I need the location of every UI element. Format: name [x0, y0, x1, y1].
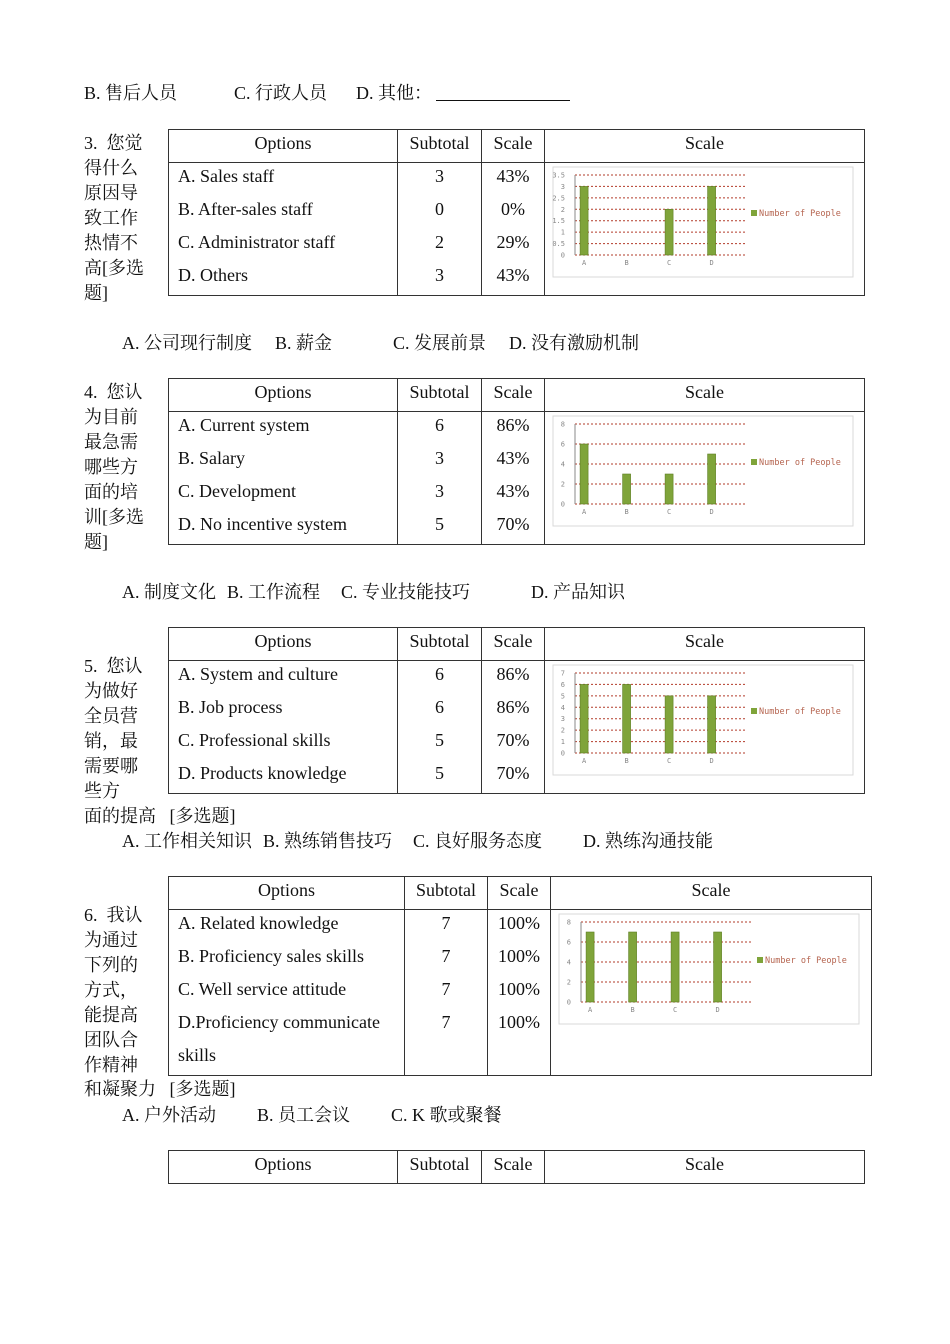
x-tick-label: D: [715, 1006, 720, 1014]
option-row: B. Proficiency sales skills: [178, 946, 364, 966]
option-row: D.Proficiency communicate: [178, 1012, 380, 1032]
option-row: A. Current system: [178, 415, 310, 435]
scale-column: [488, 910, 551, 1076]
bar: [629, 932, 637, 1002]
answer-d: D. 没有激励机制: [509, 333, 640, 353]
option-row: D. Others: [178, 265, 248, 285]
header-scale-chart: Scale: [545, 1151, 865, 1184]
answers-line-q4: [122, 580, 625, 604]
question-tag: [多选题]: [84, 258, 144, 303]
bar-chart-q3: [545, 163, 855, 283]
option-b-text: B. 售后人员: [84, 83, 178, 103]
question-5-tail: [84, 804, 236, 828]
y-tick-label: 4: [560, 703, 565, 712]
answer-c: C. K 歌或聚餐: [391, 1105, 502, 1125]
legend-swatch: [751, 210, 757, 216]
answer-d: D. 产品知识: [531, 582, 626, 602]
x-tick-label: A: [581, 508, 587, 516]
header-options: Options: [169, 130, 398, 163]
y-tick-label: 1: [560, 738, 565, 747]
question-5: [84, 654, 146, 804]
question-tag: [多选题]: [169, 1079, 236, 1099]
options-column: [169, 661, 398, 794]
header-options: Options: [169, 379, 398, 412]
chart-cell: [545, 163, 865, 296]
answer-a: A. 公司现行制度: [122, 333, 252, 353]
subtotal-cell: 5: [435, 763, 444, 783]
results-table-q4: [168, 378, 865, 545]
option-row: skills: [178, 1045, 217, 1065]
question-number: 6.: [84, 905, 98, 925]
answer-b: B. 工作流程: [227, 582, 321, 602]
legend-label: Number of People: [759, 209, 841, 219]
answers-line-q5: [122, 829, 713, 853]
answers-line-q3: [122, 331, 639, 355]
results-table-q7-header: [168, 1150, 865, 1184]
header-scale: Scale: [482, 130, 545, 163]
x-tick-label: C: [672, 1006, 678, 1014]
answer-c: C. 良好服务态度: [413, 831, 543, 851]
y-tick-label: 6: [566, 938, 571, 947]
option-d-text: D. 其他：: [356, 83, 433, 103]
subtotal-cell: 3: [435, 481, 444, 501]
chart-frame: [553, 167, 853, 277]
x-tick-label: B: [624, 508, 629, 516]
scale-cell: 100%: [498, 979, 540, 999]
results-table-q6: [168, 876, 872, 1076]
header-scale-chart: Scale: [551, 877, 872, 910]
subtotal-column: [398, 163, 482, 296]
bar: [665, 696, 673, 753]
y-tick-label: 0: [560, 749, 565, 758]
x-tick-label: B: [624, 259, 629, 267]
question-number: 5.: [84, 656, 98, 676]
option-row: B. After-sales staff: [178, 199, 313, 219]
question-text: 您觉得什么原因导致工作热情不高: [84, 133, 143, 278]
scale-cell: 43%: [496, 481, 530, 501]
header-scale: Scale: [482, 1151, 545, 1184]
options-column: [169, 910, 405, 1076]
header-subtotal: Subtotal: [405, 877, 488, 910]
chart-frame: [553, 416, 853, 526]
answer-d: D. 熟练沟通技能: [583, 831, 714, 851]
x-tick-label: C: [666, 259, 672, 267]
option-row: B. Job process: [178, 697, 283, 717]
bar: [586, 932, 594, 1002]
answer-a: A. 户外活动: [122, 1105, 216, 1125]
header-subtotal: Subtotal: [398, 1151, 482, 1184]
x-tick-label: B: [630, 1006, 635, 1014]
chart-frame: [553, 665, 853, 775]
header-scale: Scale: [488, 877, 551, 910]
question-text-tail: 和凝聚力: [84, 1079, 156, 1099]
header-scale-chart: Scale: [545, 379, 865, 412]
scale-cell: 43%: [496, 166, 530, 186]
answer-c: C. 专业技能技巧: [341, 582, 471, 602]
y-tick-label: 0.5: [552, 240, 565, 249]
header-options: Options: [169, 628, 398, 661]
question-text-tail: 面的提高: [84, 806, 156, 826]
options-column: [169, 412, 398, 545]
header-scale: Scale: [482, 628, 545, 661]
question-6-tail: [84, 1077, 236, 1101]
header-scale-chart: Scale: [545, 130, 865, 163]
bar: [671, 932, 679, 1002]
legend-label: Number of People: [765, 956, 847, 966]
header-scale: Scale: [482, 379, 545, 412]
results-table-q3: [168, 129, 865, 296]
y-tick-label: 7: [560, 669, 565, 678]
y-tick-label: 2.5: [552, 194, 565, 203]
bar: [580, 186, 588, 255]
legend-swatch: [751, 708, 757, 714]
y-tick-label: 4: [566, 958, 571, 967]
bar: [665, 209, 673, 255]
x-tick-label: A: [581, 757, 587, 765]
scale-cell: 70%: [496, 514, 530, 534]
subtotal-cell: 7: [441, 913, 451, 933]
question-4: [84, 380, 146, 555]
option-row: C. Development: [178, 481, 296, 501]
x-tick-label: D: [709, 757, 714, 765]
subtotal-cell: 3: [435, 166, 444, 186]
question-text: 我认为通过下列的方式，能提高团队合作精神: [84, 905, 143, 1075]
option-row: A. Sales staff: [178, 166, 275, 186]
answer-a: A. 工作相关知识: [122, 831, 252, 851]
subtotal-cell: 2: [435, 232, 444, 252]
header-subtotal: Subtotal: [398, 130, 482, 163]
bar-chart-q5: [545, 661, 855, 781]
fill-blank: [436, 82, 570, 101]
bar: [714, 932, 722, 1002]
bar: [708, 454, 716, 504]
subtotal-cell: 5: [435, 730, 444, 750]
top-answer-line: [84, 81, 570, 105]
subtotal-cell: 3: [435, 265, 444, 285]
subtotal-cell: 7: [441, 979, 451, 999]
y-tick-label: 0: [560, 500, 565, 509]
scale-cell: 86%: [496, 697, 530, 717]
subtotal-cell: 6: [435, 697, 444, 717]
scale-cell: 86%: [496, 664, 530, 684]
y-tick-label: 2: [566, 978, 571, 987]
scale-cell: 43%: [496, 448, 530, 468]
option-row: C. Professional skills: [178, 730, 331, 750]
subtotal-cell: 5: [435, 514, 444, 534]
bar: [580, 444, 588, 504]
y-tick-label: 2: [560, 726, 565, 735]
header-options: Options: [169, 877, 405, 910]
y-tick-label: 8: [566, 918, 571, 927]
header-subtotal: Subtotal: [398, 379, 482, 412]
bar: [708, 696, 716, 753]
subtotal-cell: 7: [441, 946, 451, 966]
answer-a: A. 制度文化: [122, 582, 216, 602]
y-tick-label: 3: [560, 715, 565, 724]
answer-c: C. 发展前景: [393, 333, 487, 353]
subtotal-cell: 6: [435, 664, 444, 684]
results-table-q5: [168, 627, 865, 794]
y-tick-label: 3: [560, 182, 565, 191]
y-tick-label: 2: [560, 205, 565, 214]
chart-cell: [545, 661, 865, 794]
answers-line-q6: [122, 1103, 502, 1127]
x-tick-label: C: [666, 508, 672, 516]
scale-cell: 100%: [498, 946, 540, 966]
chart-cell: [551, 910, 872, 1076]
bar: [580, 684, 588, 753]
question-3: [84, 131, 146, 306]
chart-frame: [559, 914, 859, 1024]
x-tick-label: B: [624, 757, 629, 765]
question-text: 您认为目前最急需哪些方面的培训: [84, 382, 143, 527]
legend-swatch: [751, 459, 757, 465]
question-number: 3.: [84, 133, 98, 153]
x-tick-label: C: [666, 757, 672, 765]
question-text: 您认为做好全员营销，最需要哪些方: [84, 656, 143, 801]
y-tick-label: 4: [560, 460, 565, 469]
option-row: C. Administrator staff: [178, 232, 336, 252]
option-row: C. Well service attitude: [178, 979, 347, 999]
scale-column: [482, 661, 545, 794]
subtotal-column: [398, 412, 482, 545]
header-options: Options: [169, 1151, 398, 1184]
y-tick-label: 6: [560, 680, 565, 689]
y-tick-label: 0: [560, 251, 565, 260]
option-c-text: C. 行政人员: [234, 83, 328, 103]
scale-cell: 100%: [498, 1012, 540, 1032]
bar: [708, 186, 716, 255]
y-tick-label: 3.5: [552, 171, 565, 180]
subtotal-cell: 7: [441, 1012, 451, 1032]
scale-cell: 43%: [496, 265, 530, 285]
scale-cell: 29%: [496, 232, 530, 252]
header-subtotal: Subtotal: [398, 628, 482, 661]
y-tick-label: 8: [560, 420, 565, 429]
y-tick-label: 6: [560, 440, 565, 449]
legend-label: Number of People: [759, 707, 841, 717]
legend-swatch: [757, 957, 763, 963]
subtotal-cell: 3: [435, 448, 444, 468]
options-column: [169, 163, 398, 296]
option-row: D. Products knowledge: [178, 763, 347, 783]
subtotal-cell: 0: [435, 199, 444, 219]
question-number: 4.: [84, 382, 98, 402]
x-tick-label: A: [587, 1006, 593, 1014]
question-tag: [多选题]: [169, 806, 236, 826]
chart-cell: [545, 412, 865, 545]
header-scale-chart: Scale: [545, 628, 865, 661]
x-tick-label: D: [709, 508, 714, 516]
subtotal-cell: 6: [435, 415, 444, 435]
y-tick-label: 1.5: [552, 217, 565, 226]
scale-column: [482, 412, 545, 545]
x-tick-label: D: [709, 259, 714, 267]
option-row: A. System and culture: [178, 664, 338, 684]
option-row: D. No incentive system: [178, 514, 347, 534]
scale-cell: 100%: [498, 913, 540, 933]
subtotal-column: [405, 910, 488, 1076]
subtotal-column: [398, 661, 482, 794]
legend-label: Number of People: [759, 458, 841, 468]
scale-cell: 70%: [496, 730, 530, 750]
x-tick-label: A: [581, 259, 587, 267]
answer-b: B. 薪金: [275, 333, 333, 353]
y-tick-label: 0: [566, 998, 571, 1007]
scale-column: [482, 163, 545, 296]
bar-chart-q4: [545, 412, 855, 532]
option-row: A. Related knowledge: [178, 913, 339, 933]
y-tick-label: 5: [560, 692, 565, 701]
bar: [623, 474, 631, 504]
bar-chart-q6: [551, 910, 861, 1030]
scale-cell: 86%: [496, 415, 530, 435]
scale-cell: 70%: [496, 763, 530, 783]
scale-cell: 0%: [501, 199, 525, 219]
bar: [623, 684, 631, 753]
answer-b: B. 熟练销售技巧: [263, 831, 393, 851]
question-6: [84, 903, 146, 1078]
bar: [665, 474, 673, 504]
option-row: B. Salary: [178, 448, 245, 468]
question-tag: [多选题]: [84, 507, 144, 552]
y-tick-label: 2: [560, 480, 565, 489]
y-tick-label: 1: [560, 228, 565, 237]
answer-b: B. 员工会议: [257, 1105, 351, 1125]
